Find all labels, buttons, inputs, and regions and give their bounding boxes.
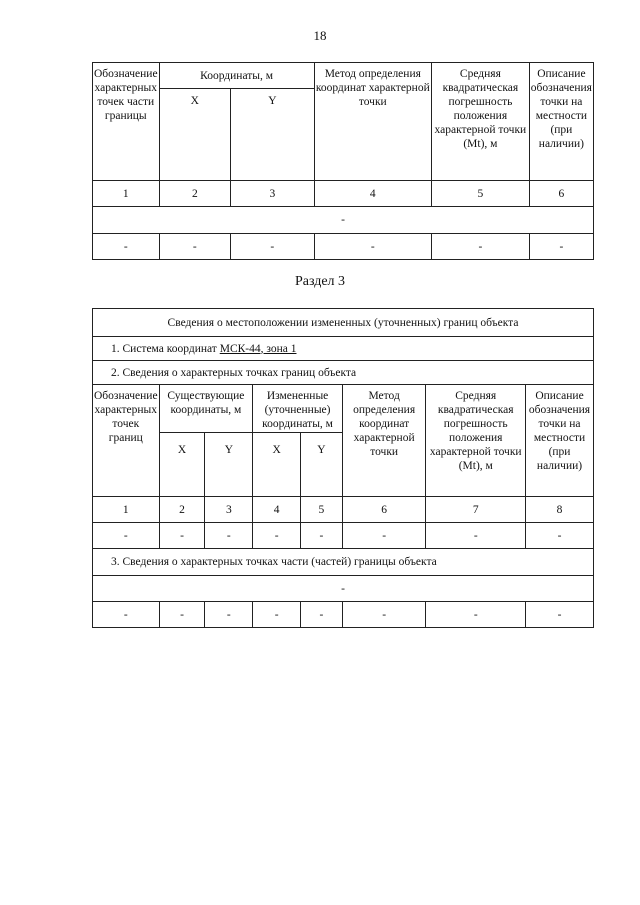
col-number: 2 xyxy=(159,497,205,523)
col-number: 6 xyxy=(529,181,593,207)
table-cell: - xyxy=(93,523,160,549)
table-cell: - xyxy=(526,523,594,549)
header-y: Y xyxy=(301,433,343,497)
merged-row: - xyxy=(93,576,594,602)
header-error: Средняя квадратическая погрешность положения характерной точки (Mt), м xyxy=(426,385,526,497)
header-method: Метод определения координат характерной точки xyxy=(342,385,426,497)
coord-system-value: МСК-44, зона 1 xyxy=(219,342,297,355)
table-cell: - xyxy=(342,523,426,549)
header-method: Метод определения координат характерной точки xyxy=(314,63,431,181)
section-title: Раздел 3 xyxy=(294,274,346,289)
table-cell: - xyxy=(253,523,301,549)
header-x: X xyxy=(159,433,205,497)
table-cell: - xyxy=(205,602,253,628)
header-designation: Обозначение характерных точек части границы xyxy=(93,63,160,181)
col-number: 2 xyxy=(159,181,231,207)
table-cell: - xyxy=(93,602,160,628)
table-cell: - xyxy=(93,234,160,260)
table-cell: - xyxy=(426,602,526,628)
header-x: X xyxy=(253,433,301,497)
table-cell: - xyxy=(526,602,594,628)
merged-row: - xyxy=(93,207,594,234)
col-number: 3 xyxy=(205,497,253,523)
table-cell: - xyxy=(159,602,205,628)
table-cell: - xyxy=(159,523,205,549)
table-cell: - xyxy=(205,523,253,549)
table-cell: - xyxy=(426,523,526,549)
header-coordinates: Координаты, м xyxy=(159,63,314,89)
table-part-boundary-points xyxy=(92,62,594,260)
table-cell: - xyxy=(231,234,314,260)
col-number: 8 xyxy=(526,497,594,523)
part-heading: 3. Сведения о характерных точках части (частей) границы объекта xyxy=(93,549,594,576)
header-x: X xyxy=(159,89,231,181)
table-cell: - xyxy=(529,234,593,260)
col-number: 1 xyxy=(93,497,160,523)
page-number: 18 xyxy=(313,28,327,43)
header-description: Описание обозначения точки на местности (при наличии) xyxy=(529,63,593,181)
table-cell: - xyxy=(301,602,343,628)
table-cell: - xyxy=(253,602,301,628)
header-designation: Обозначение характерных точек границ xyxy=(93,385,160,497)
header-y: Y xyxy=(231,89,314,181)
table-cell: - xyxy=(432,234,530,260)
col-number: 6 xyxy=(342,497,426,523)
col-number: 1 xyxy=(93,181,160,207)
col-number: 5 xyxy=(432,181,530,207)
col-number: 4 xyxy=(253,497,301,523)
coord-system-row xyxy=(93,337,594,361)
header-description: Описание обозначения точки на местности (при наличии) xyxy=(526,385,594,497)
table-cell: - xyxy=(159,234,231,260)
header-changed-coords: Измененные (уточненные) координаты, м xyxy=(253,385,343,433)
header-error: Средняя квадратическая погрешность положения характерной точки (Mt), м xyxy=(432,63,530,181)
table-cell: - xyxy=(314,234,431,260)
table-changed-boundaries xyxy=(92,308,594,628)
col-number: 7 xyxy=(426,497,526,523)
points-heading: 2. Сведения о характерных точках границ объекта xyxy=(93,361,594,385)
coord-system-label: 1. Система координат xyxy=(111,342,220,355)
table-cell: - xyxy=(342,602,426,628)
header-existing-coords: Существующие координаты, м xyxy=(159,385,253,433)
table-title: Сведения о местоположении измененных (уточненных) границ объекта xyxy=(93,309,594,337)
header-y: Y xyxy=(205,433,253,497)
col-number: 4 xyxy=(314,181,431,207)
col-number: 3 xyxy=(231,181,314,207)
col-number: 5 xyxy=(301,497,343,523)
table-cell: - xyxy=(301,523,343,549)
